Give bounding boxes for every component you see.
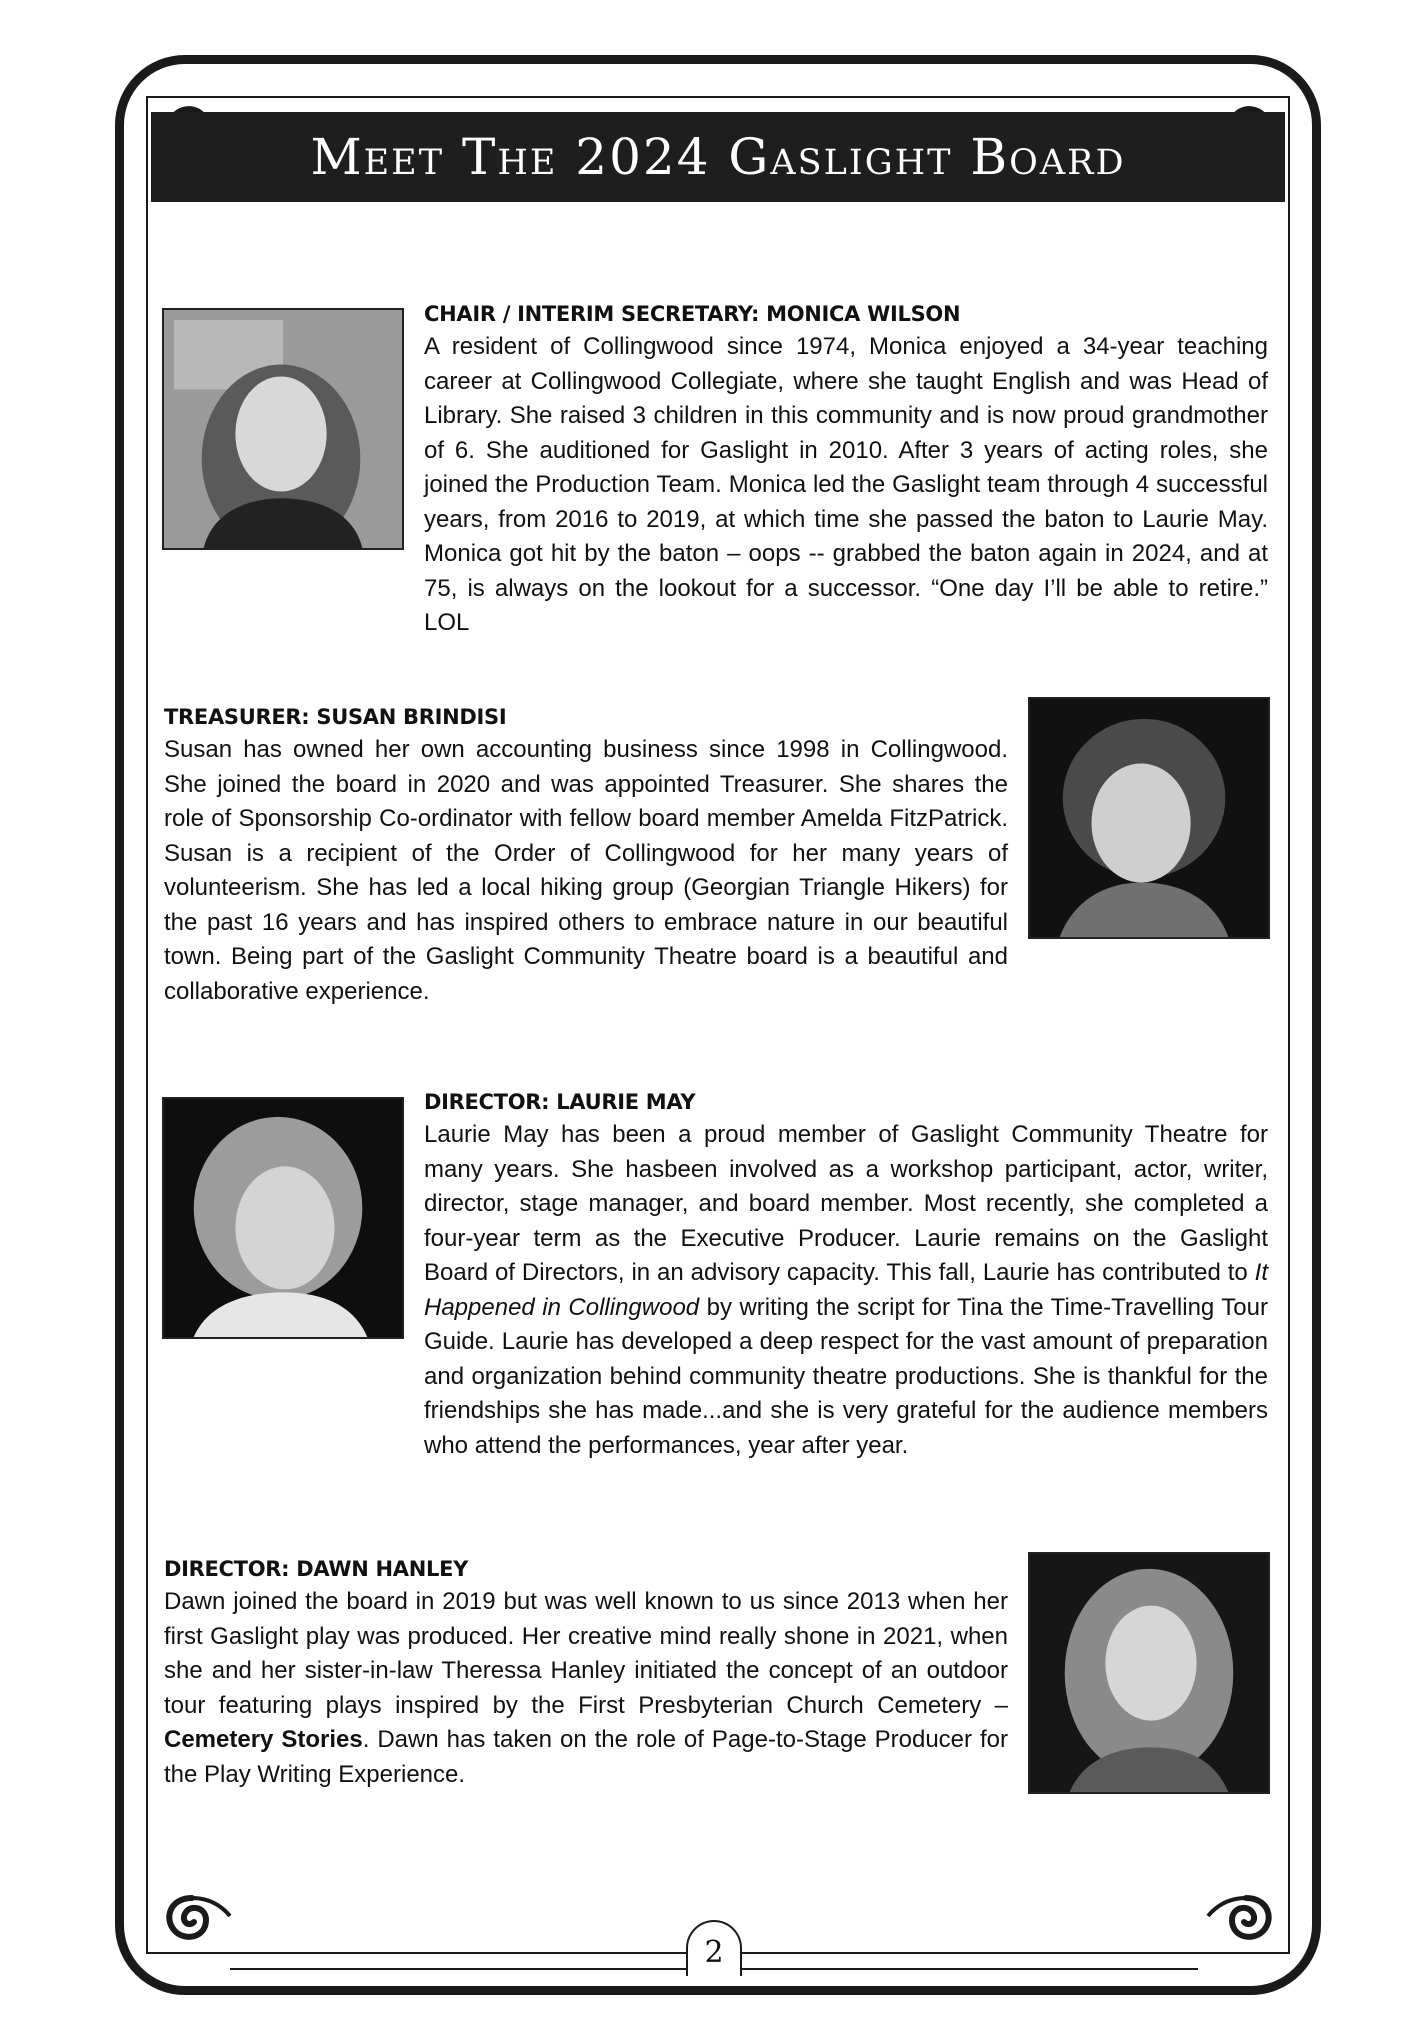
portrait-photo (1028, 1552, 1270, 1794)
page-title: Meet The 2024 Gaslight Board (310, 128, 1126, 186)
portrait-photo (1028, 697, 1270, 939)
portrait-photo (162, 308, 404, 550)
bio-laurie-may (424, 1090, 1268, 1463)
bio-text-part: Dawn joined the board in 2019 but was well known to us since 2013 when her first Gaslight play was produced. Her creative mind really shone in 2021, when she and her sister-in-law Theressa Hanley initiated the concept of an outdoor tour featuring plays inspired by the First Presbyterian Church Cemetery – (164, 1588, 1008, 1719)
bio-heading: TREASURER: SUSAN BRINDISI (164, 705, 507, 729)
show-title: Cemetery Stories (164, 1726, 363, 1753)
bio-text (424, 1118, 1268, 1463)
portrait-photo (162, 1097, 404, 1339)
show-title: It Happened in Collingwood (424, 1259, 1268, 1321)
bio-heading: DIRECTOR: DAWN HANLEY (164, 1557, 469, 1581)
page-number: 2 (686, 1920, 742, 1976)
bio-text (164, 1585, 1008, 1792)
bio-text: Susan has owned her own accounting business since 1998 in Collingwood. She joined the board in 2020 and was appointed Treasurer. She shares the role of Sponsorship Co-ordinator with fellow board member Amelda FitzPatrick. Susan is a recipient of the Order of Collingwood for her many years of volunteerism. She has led a local hiking group (Georgian Triangle Hikers) for the past 16 years and has inspired others to embrace nature in our beautiful town. Being part of the Gaslight Community Theatre board is a beautiful and collaborative experience. (164, 736, 1008, 1005)
bio-monica-wilson (424, 302, 1268, 641)
bio-text: A resident of Collingwood since 1974, Monica enjoyed a 34-year teaching career at Collingwood Collegiate, where she taught English and was Head of Library. She raised 3 children in this community and is now proud grandmother of 6. She auditioned for Gaslight in 2010. After 3 years of acting roles, she joined the Production Team. Monica led the Gaslight team through 4 successful years, from 2016 to 2019, at which time she passed the baton to Laurie May. Monica got hit by the baton – oops -- grabbed the baton again in 2024, and at 75, is always on the lookout for a successor. “One day I’ll be able to retire.” LOL (424, 333, 1268, 636)
title-banner (151, 112, 1285, 202)
scroll-ornament-icon (1206, 1880, 1286, 1960)
bio-text-part: by writing the script for Tina the Time-Travelling Tour Guide. Laurie has developed a deep respect for the vast amount of preparation and organization behind community theatre productions. She is thankful for the friendships she has made...and she is very grateful for the audience members who attend the performances, year after year. (424, 1293, 1268, 1459)
bio-heading: DIRECTOR: LAURIE MAY (424, 1090, 696, 1114)
bio-text-part: . Dawn has taken on the role of Page-to-Stage Producer for the Play Writing Experience. (164, 1726, 1008, 1788)
bio-susan-brindisi (164, 705, 1008, 1009)
bio-dawn-hanley (164, 1557, 1008, 1792)
scroll-ornament-icon (152, 1880, 232, 1960)
bio-text-part: Laurie May has been a proud member of Gaslight Community Theatre for many years. She hasbeen involved as a workshop participant, actor, writer, director, stage manager, and board member. Most recently, she completed a four-year term as the Executive Producer. Laurie remains on the Gaslight Board of Directors, in an advisory capacity. This fall, Laurie has contributed to (424, 1121, 1268, 1286)
bio-heading: CHAIR / INTERIM SECRETARY: MONICA WILSON (424, 302, 961, 326)
